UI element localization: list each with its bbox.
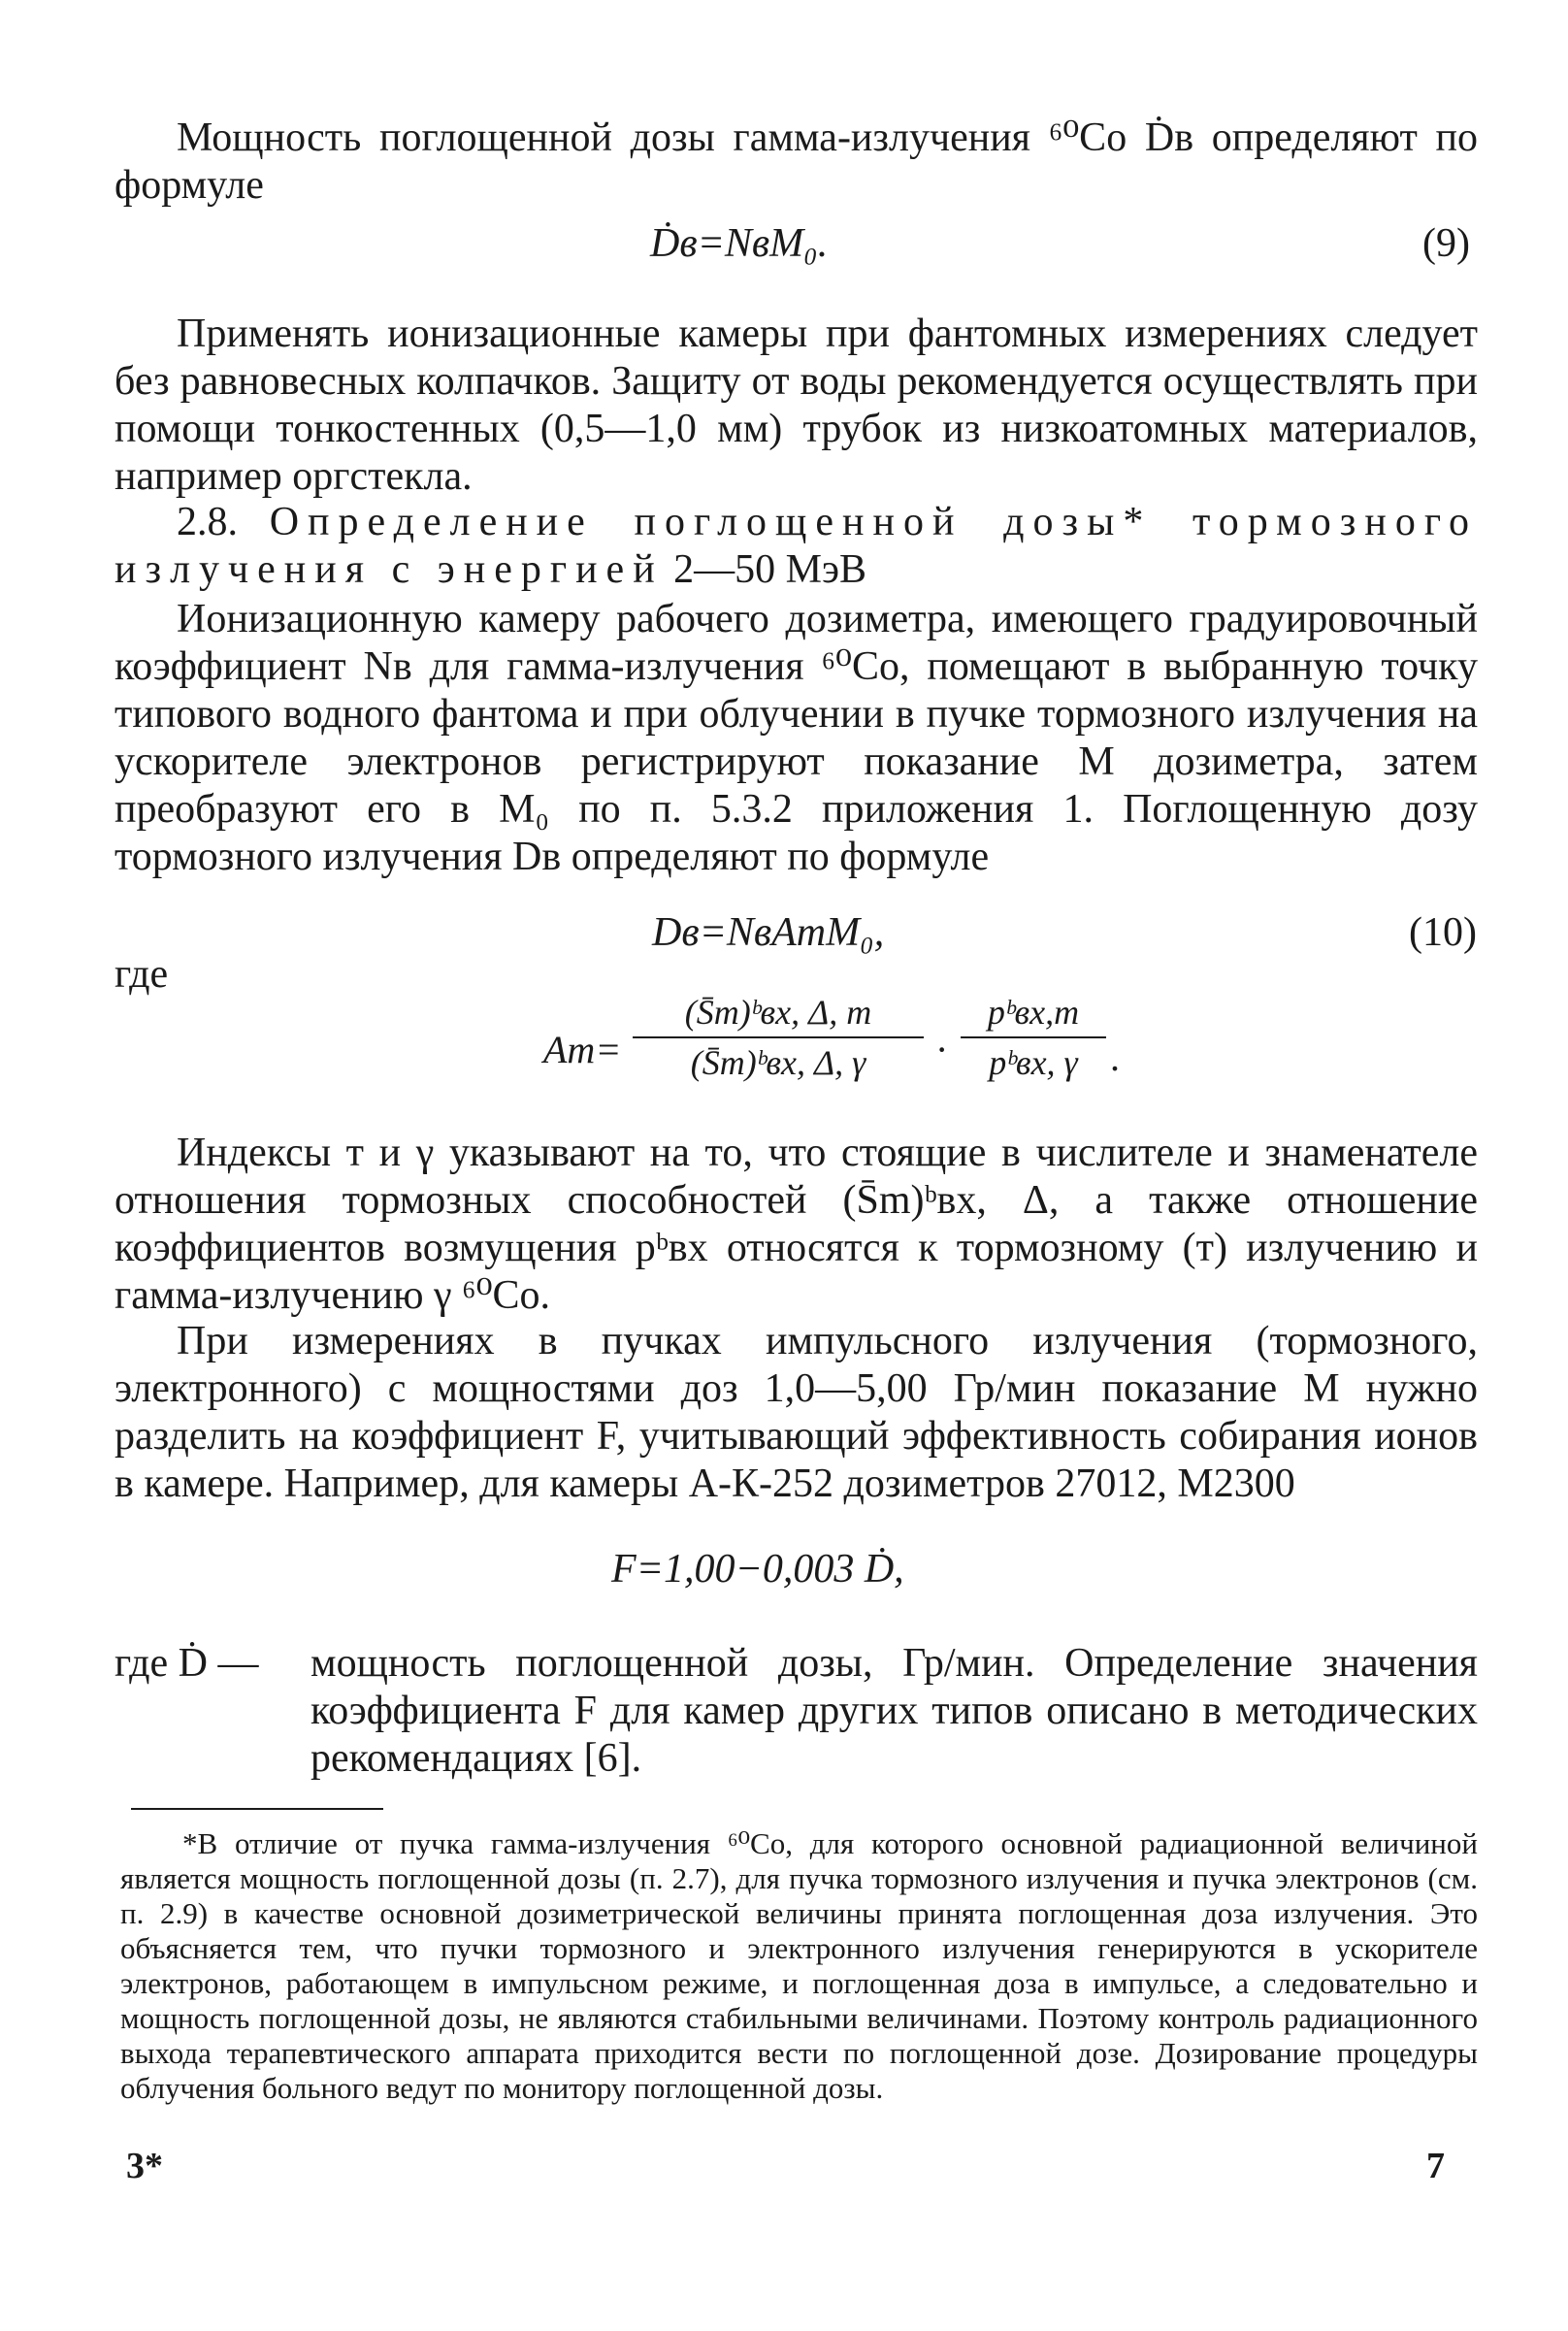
equation-9-number: (9)	[1422, 221, 1470, 266]
definition-description: мощность поглощенной дозы, Гр/мин. Определение значения коэффициента F для камер других типов описано в методических рекомендациях [6].	[310, 1641, 1478, 1781]
fraction-bar	[961, 1036, 1106, 1038]
where-label: где	[114, 952, 169, 997]
paragraph-procedure: Ионизационную камеру рабочего дозиметра, имеющего градуировочный коэффициент Nв для гамма-излучения ⁶⁰Co, помещают в выбранную точку типового водного фантома и при облучении в пучке тормозного излучения на ускорителе электронов регистрируют показание M дозиметра, затем преобразуют его в M₀ по п. 5.3.2 приложения 1. Поглощенную дозу тормозного излучения Dв определяют по формуле	[114, 597, 1478, 879]
equation-10: Dв=NвAтM₀,	[652, 910, 885, 955]
fraction-stopping-power-numerator: (S̄m)ᵇвх, Δ, т	[684, 993, 872, 1032]
paragraph-indices: Индексы т и γ указывают на то, что стоящие в числителе и знаменателе отношения тормозных способностей (S̄m)ᵇвх, Δ, а также отношение коэффициентов возмущения pᵇвх относятся к тормозному (т) излучению и гамма-излучению γ ⁶⁰Co.	[114, 1131, 1478, 1318]
equation-10-number: (10)	[1409, 910, 1477, 955]
fraction-bar	[633, 1036, 924, 1038]
fraction-stopping-power	[633, 992, 924, 1083]
footnote: *В отличие от пучка гамма-излучения ⁶⁰Co, для которого основной радиационной величиной является мощность поглощенной дозы (п. 2.7), для пучка тормозного излучения и пучка электронов (см. п. 2.9) в качестве основной дозиметрической величины принята поглощенная доза излучения. Это объясняется тем, что пучки тормозного и электронного излучения генерируются в ускорителе электронов, работающем в импульсном режиме, и поглощенная доза в импульсе, а следовательно и мощность поглощенной дозы, не являются стабильными величинами. Поэтому контроль радиационного выхода терапевтического аппарата приходится вести по поглощенной дозе. Дозирование процедуры облучения больного ведут по монитору поглощенной дозы.	[120, 1826, 1478, 2105]
section-number: 2.8.	[177, 500, 238, 544]
section-title-rest: 2—50 МэВ	[673, 547, 867, 592]
paragraph-chambers: Применять ионизационные камеры при фантомных измерениях следует без равновесных колпачков. Защиту от воды рекомендуется осуществлять при помощи тонкостенных (0,5—1,0 мм) трубок из низкоатомных материалов, например оргстекла.	[114, 312, 1478, 499]
fraction-perturbation-numerator: pᵇвх,т	[987, 993, 1080, 1032]
fraction-perturbation	[961, 992, 1106, 1083]
fraction-stopping-power-denominator: (S̄m)ᵇвх, Δ, γ	[690, 1043, 866, 1082]
paragraph-pulsed: При измерениях в пучках импульсного излучения (тормозного, электронного) с мощностями доз 1,0—5,00 Гр/мин показание M нужно разделить на коэффициент F, учитывающий эффективность собирания ионов в камере. Например, для камеры А-К-252 дозиметров 27012, M2300	[114, 1319, 1478, 1506]
section-title-spaced: Определение поглощенной дозы* тормозного излучения с энергией	[114, 500, 1479, 592]
fraction-perturbation-denominator: pᵇвх, γ	[989, 1043, 1078, 1082]
section-heading	[114, 499, 1478, 594]
multiply-dot: ·	[935, 1028, 949, 1071]
fraction-lhs: Aт=	[543, 1028, 622, 1071]
equation-F: F=1,00−0,003 Ḋ,	[611, 1547, 904, 1592]
definition-term: где Ḋ —	[114, 1641, 259, 1686]
fraction-period: .	[1110, 1035, 1120, 1079]
signature-mark: 3*	[126, 2146, 163, 2186]
equation-9: Ḋв=NвM₀.	[650, 221, 829, 266]
page-number: 7	[1426, 2146, 1445, 2186]
footnote-separator	[131, 1808, 383, 1810]
paragraph-intro: Мощность поглощенной дозы гамма-излучения ⁶⁰Co Ḋв определяют по формуле	[114, 115, 1478, 208]
